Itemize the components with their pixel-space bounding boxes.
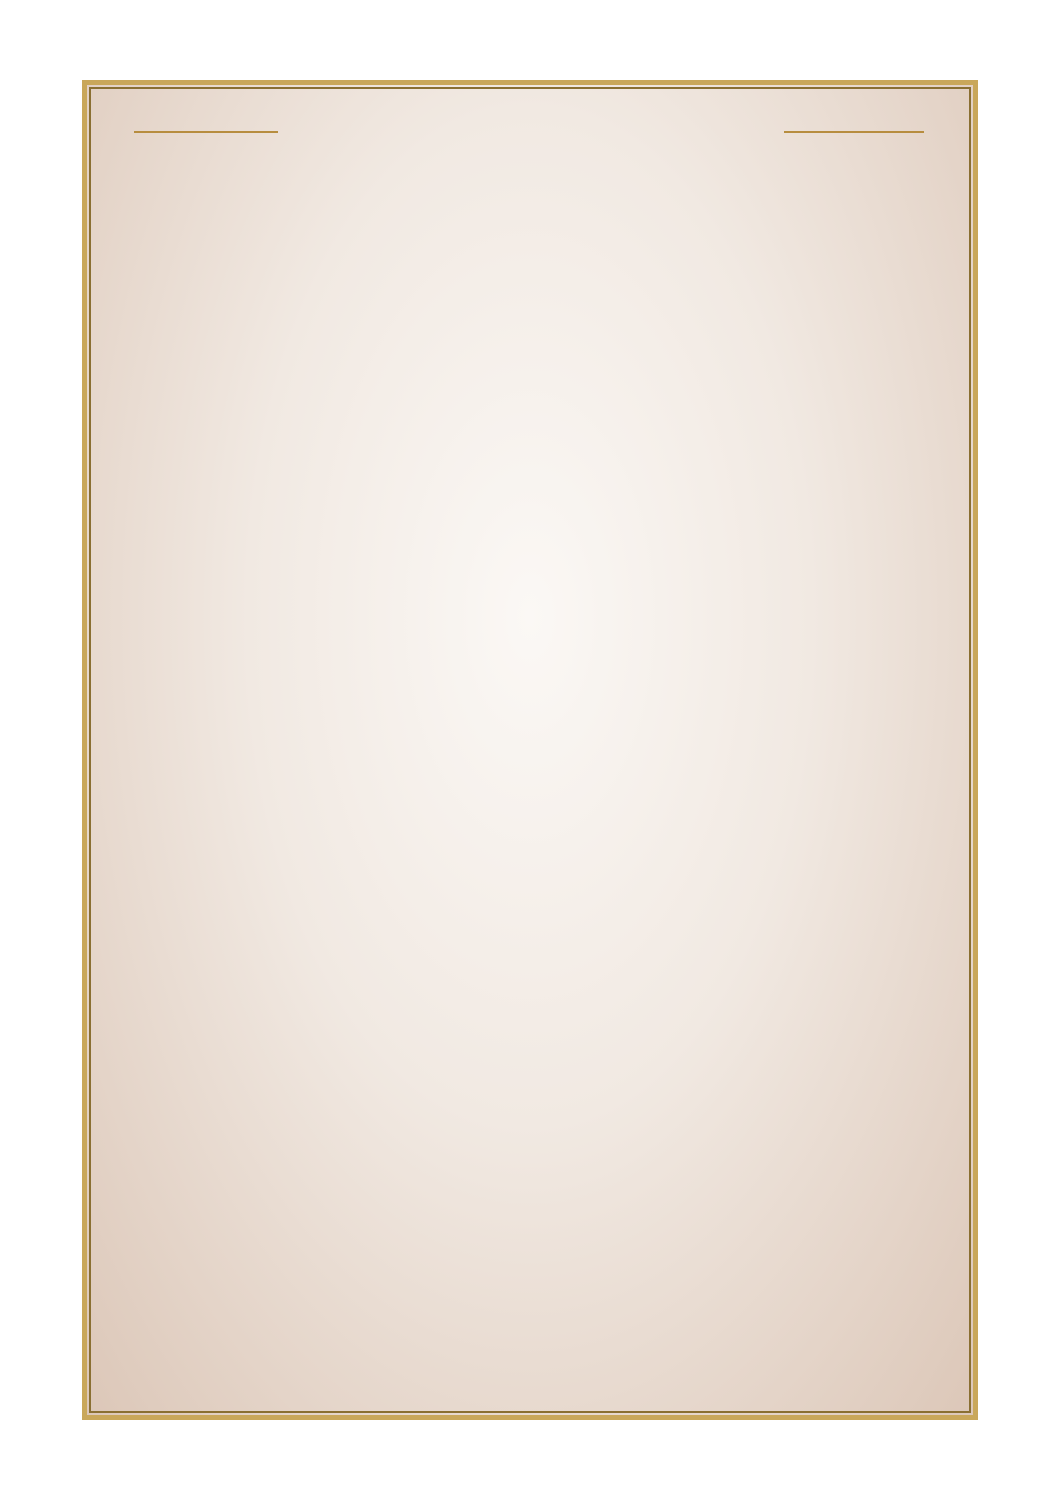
new-style-header-rule (784, 131, 924, 133)
page-number (505, 1438, 555, 1478)
old-style-header (134, 104, 278, 130)
content-panel (82, 80, 978, 1420)
top-ornament-border (0, 0, 1060, 84)
old-style-header-rule (134, 131, 278, 133)
left-ornament-border (0, 0, 84, 1500)
new-style-header (784, 104, 924, 130)
right-ornament-border (976, 0, 1060, 1500)
